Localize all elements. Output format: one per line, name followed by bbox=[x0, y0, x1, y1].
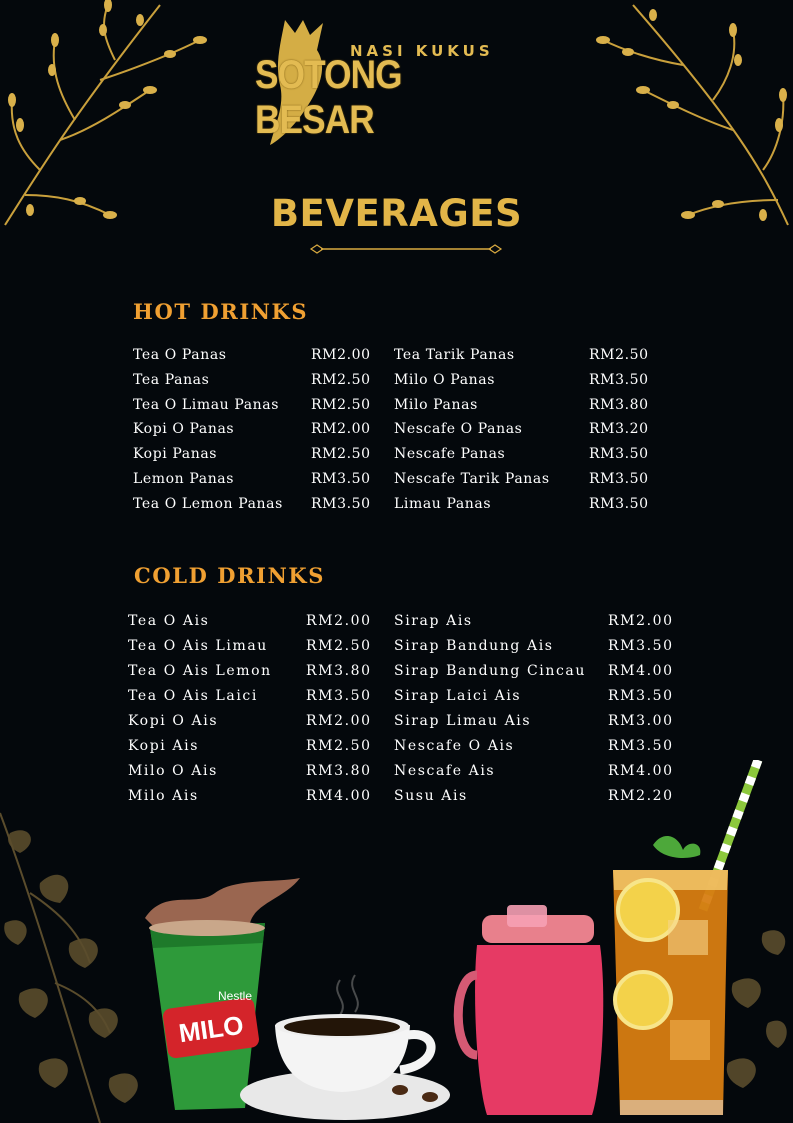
menu-item-row bbox=[394, 638, 678, 658]
page-title: BEVERAGES bbox=[270, 192, 523, 235]
drink-price: RM2.00 bbox=[306, 613, 372, 629]
drink-name: Milo O Ais bbox=[128, 763, 218, 779]
title-divider bbox=[309, 243, 503, 255]
drink-name: Kopi Panas bbox=[133, 446, 218, 463]
drink-price: RM3.50 bbox=[589, 446, 649, 463]
menu-item-row bbox=[394, 613, 678, 633]
drink-price: RM2.00 bbox=[608, 613, 674, 629]
drink-price: RM3.50 bbox=[608, 688, 674, 704]
nestle-logo-text: Nestle bbox=[217, 989, 253, 1003]
drink-name: Sirap Laici Ais bbox=[394, 688, 522, 704]
menu-item-row bbox=[128, 713, 376, 733]
pink-drink-jar-image bbox=[452, 905, 612, 1120]
drink-name: Milo Ais bbox=[128, 788, 199, 804]
menu-item-row bbox=[394, 688, 678, 708]
drink-name: Sirap Ais bbox=[394, 613, 473, 629]
menu-item-row bbox=[128, 688, 376, 708]
drink-name: Milo Panas bbox=[394, 396, 478, 413]
drink-price: RM2.00 bbox=[311, 347, 371, 363]
menu-item-row bbox=[394, 372, 659, 392]
drink-price: RM4.00 bbox=[608, 763, 674, 779]
drink-name: Tea O Ais bbox=[128, 613, 210, 629]
drink-price: RM3.50 bbox=[608, 638, 674, 654]
menu-item-row bbox=[128, 663, 376, 683]
drink-price: RM3.50 bbox=[589, 495, 649, 512]
menu-item-row bbox=[133, 397, 381, 417]
drink-price: RM3.80 bbox=[306, 763, 372, 779]
drink-name: Nescafe Tarik Panas bbox=[394, 471, 550, 487]
drink-name: Kopi O Ais bbox=[128, 713, 219, 729]
drink-price: RM2.50 bbox=[589, 347, 649, 363]
menu-item-row bbox=[394, 471, 659, 491]
drink-price: RM2.50 bbox=[311, 396, 371, 413]
iced-lemon-tea-image bbox=[608, 760, 768, 1120]
drink-name: Tea O Limau Panas bbox=[133, 396, 280, 413]
cold-drinks-heading: COLD DRINKS bbox=[134, 563, 325, 588]
drink-name: Tea Tarik Panas bbox=[394, 347, 515, 363]
menu-item-row bbox=[128, 763, 376, 783]
menu-item-row bbox=[133, 421, 381, 441]
drink-price: RM3.80 bbox=[589, 396, 649, 413]
drink-price: RM3.20 bbox=[589, 421, 649, 438]
menu-item-row bbox=[394, 738, 678, 758]
drink-price: RM2.00 bbox=[306, 713, 372, 729]
drink-price: RM3.50 bbox=[608, 738, 674, 754]
menu-item-row bbox=[128, 613, 376, 633]
drink-price: RM2.50 bbox=[311, 371, 371, 388]
drink-price: RM2.50 bbox=[306, 638, 372, 654]
drink-price: RM3.50 bbox=[589, 371, 649, 388]
drink-name: Nescafe Ais bbox=[394, 763, 496, 779]
menu-item-row bbox=[128, 738, 376, 758]
menu-item-row bbox=[394, 421, 659, 441]
drink-price: RM2.00 bbox=[311, 421, 371, 438]
drink-name: Sirap Limau Ais bbox=[394, 713, 532, 729]
drink-name: Tea O Ais Laici bbox=[128, 688, 258, 704]
menu-item-row bbox=[133, 446, 381, 466]
drink-name: Kopi O Panas bbox=[133, 421, 235, 438]
menu-item-row bbox=[394, 496, 659, 516]
menu-item-row bbox=[133, 471, 381, 491]
drink-name: Kopi Ais bbox=[128, 738, 199, 754]
logo-top-line: NASI KUKUS bbox=[350, 42, 494, 60]
drink-name: Nescafe O Ais bbox=[394, 738, 515, 754]
drink-name: Tea O Panas bbox=[133, 347, 227, 363]
drink-name: Tea O Ais Lemon bbox=[128, 663, 272, 679]
drink-price: RM3.00 bbox=[608, 713, 674, 729]
menu-item-row bbox=[133, 496, 381, 516]
drink-price: RM3.50 bbox=[311, 471, 371, 487]
drink-price: RM3.50 bbox=[589, 471, 649, 487]
menu-item-row bbox=[133, 372, 381, 392]
drink-name: Tea Panas bbox=[133, 371, 210, 388]
drink-price: RM4.00 bbox=[608, 663, 674, 679]
drink-name: Lemon Panas bbox=[133, 471, 235, 487]
drink-name: Nescafe O Panas bbox=[394, 421, 523, 438]
drink-price: RM2.50 bbox=[311, 446, 371, 463]
drink-name: Limau Panas bbox=[394, 495, 492, 512]
menu-item-row bbox=[128, 638, 376, 658]
drink-name: Tea O Lemon Panas bbox=[133, 495, 283, 512]
drink-name: Tea O Ais Limau bbox=[128, 638, 268, 654]
drink-name: Sirap Bandung Cincau bbox=[394, 663, 586, 679]
coffee-cup-image bbox=[240, 970, 455, 1120]
menu-item-row bbox=[394, 663, 678, 683]
hot-drinks-heading: HOT DRINKS bbox=[133, 299, 309, 324]
logo-main-line: SOTONG BESAR bbox=[255, 53, 402, 142]
drink-price: RM3.80 bbox=[306, 663, 372, 679]
menu-item-row bbox=[133, 347, 381, 367]
drink-name: Milo O Panas bbox=[394, 371, 495, 388]
menu-item-row bbox=[394, 397, 659, 417]
brand-logo bbox=[255, 15, 535, 150]
menu-item-row bbox=[394, 347, 659, 367]
menu-item-row bbox=[394, 713, 678, 733]
milo-logo-text: MILO bbox=[176, 1009, 246, 1049]
menu-item-row bbox=[394, 446, 659, 466]
drink-price: RM4.00 bbox=[306, 788, 372, 804]
drink-price: RM2.50 bbox=[306, 738, 372, 754]
drink-name: Nescafe Panas bbox=[394, 446, 506, 463]
drink-name: Sirap Bandung Ais bbox=[394, 638, 554, 654]
drink-price: RM3.50 bbox=[306, 688, 372, 704]
drink-price: RM3.50 bbox=[311, 495, 371, 512]
drink-name: Susu Ais bbox=[394, 788, 468, 804]
drink-price: RM2.20 bbox=[608, 788, 674, 804]
